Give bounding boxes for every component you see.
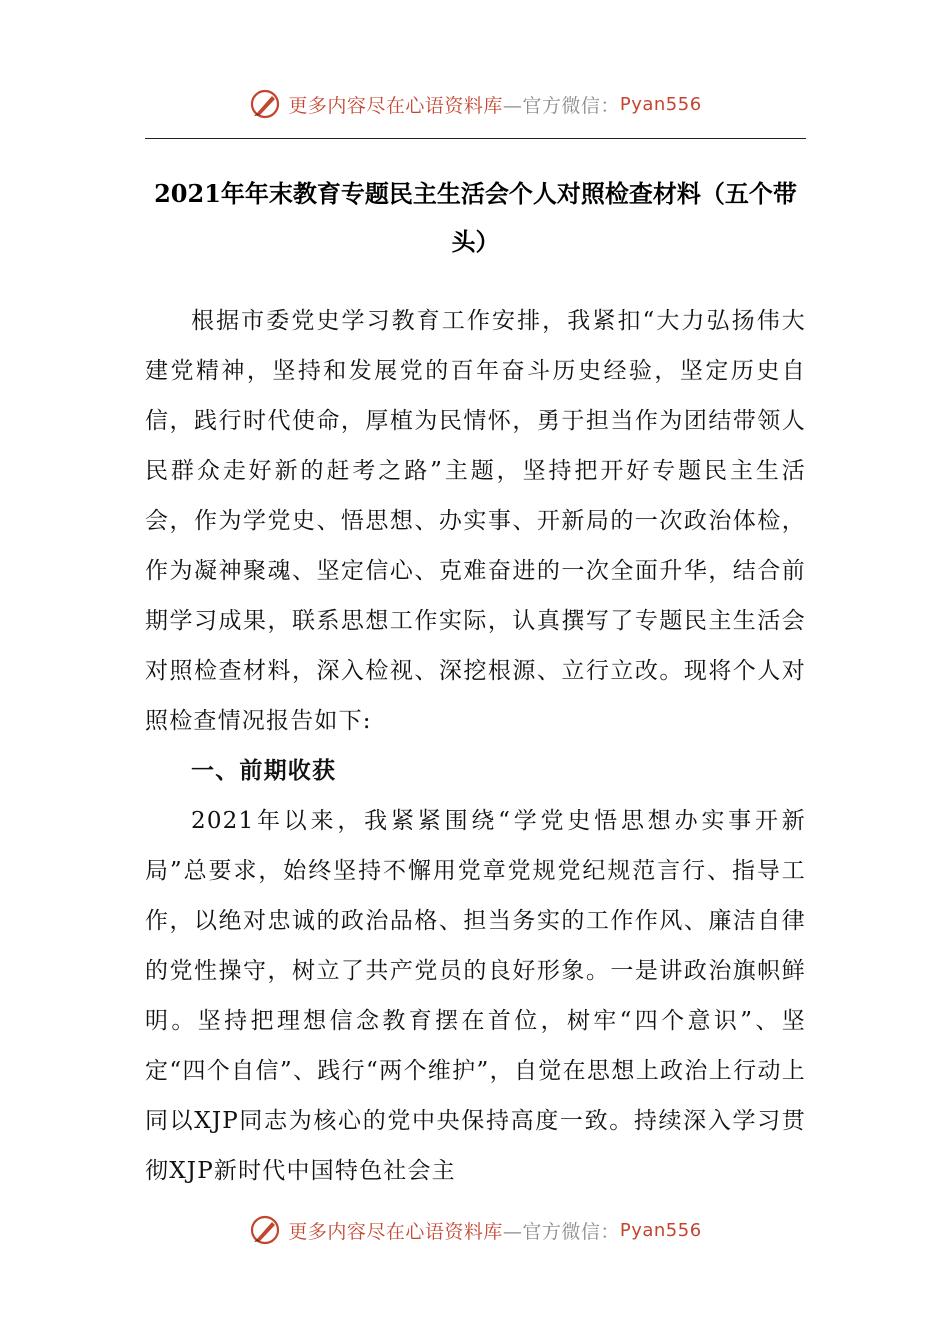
footer-wechat-id: Pyan556 [619,1219,702,1241]
footer-official-label: —官方微信： [502,1220,620,1243]
header-divider [145,138,806,139]
pen-logo-icon [248,87,282,121]
document-title: 2021年年末教育专题民主生活会个人对照检查材料（五个带头） [154,179,797,256]
header-official-label: —官方微信： [502,94,620,117]
header-brand: 更多内容尽在心语资料库 [288,94,503,117]
intro-paragraph: 根据市委党史学习教育工作安排，我紧扣“大力弘扬伟大建党精神，坚持和发展党的百年奋斗历史经验，坚定历史自信，践行时代使命，厚植为民情怀，勇于担当作为团结带领人民群众走好新的赶考之路”主题，坚持把开好专题民主生活会，作为学党史、悟思想、办实事、开新局的一次政治体检，作为凝神聚魂、坚定信心、克难奋进的一次全面升华，结合前期学习成果，联系思想工作实际，认真撰写了专题民主生活会对照检查材料，深入检视、深挖根源、立行立改。现将个人对照检查情况报告如下: [145,308,806,734]
header-banner [0,84,950,124]
footer-banner [0,1210,950,1250]
header-wechat-id: Pyan556 [619,93,702,115]
section-heading: 一、前期收获 [191,757,337,784]
document-body [145,296,806,1196]
section-paragraph: 2021年以来，我紧紧围绕“学党史悟思想办实事开新局”总要求，始终坚持不懈用党章党规党纪规范言行、指导工作，以绝对忠诚的政治品格、担当务实的工作作风、廉洁自律的党性操守，树立了共产党员的良好形象。一是讲政治旗帜鲜明。坚持把理想信念教育摆在首位，树牢“四个意识”、坚定“四个自信”、践行“两个维护”，自觉在思想上政治上行动上同以XJP同志为核心的党中央保持高度一致。持续深入学习贯彻XJP新时代中国特色社会主 [145,808,806,1184]
pen-logo-icon [248,1213,282,1247]
footer-brand: 更多内容尽在心语资料库 [288,1220,503,1243]
